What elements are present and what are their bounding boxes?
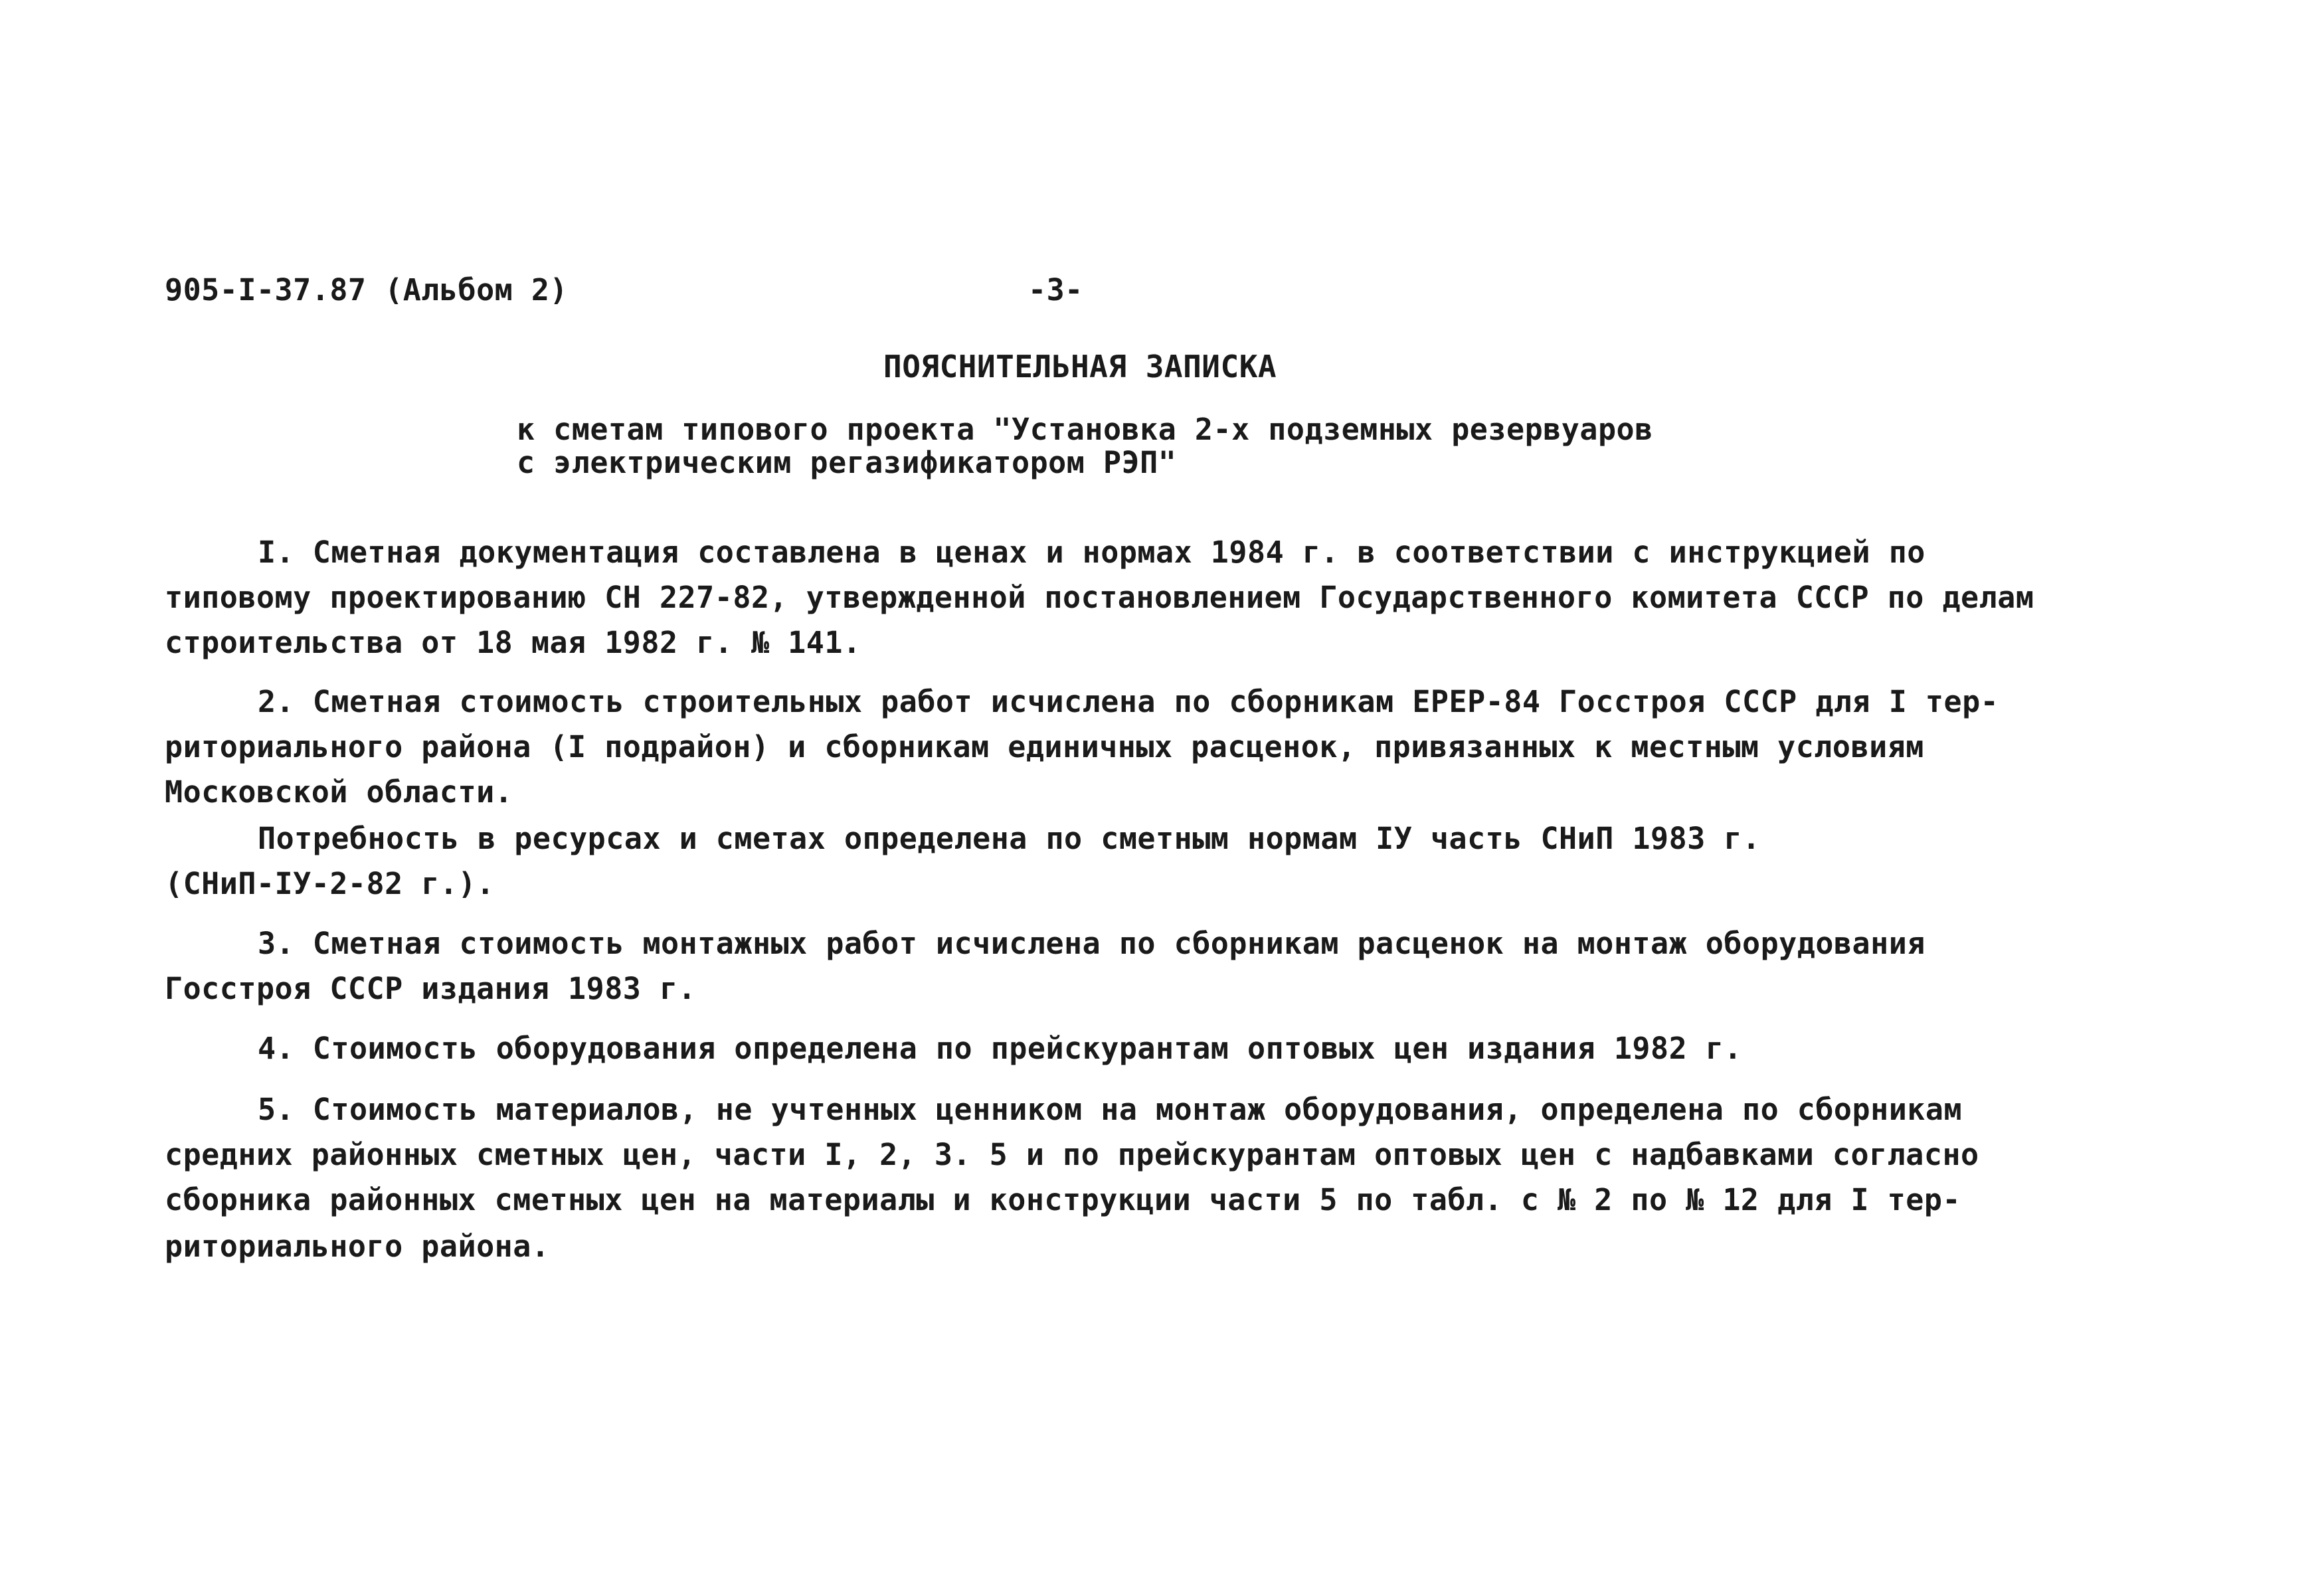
paragraph-4-line: 4. Стоимость оборудования определена по прейскурантам оптовых цен издания 1982 г.: [258, 1031, 1742, 1066]
paragraph-2-line: риториального района (I подрайон) и сборникам единичных расценок, привязанных к местным условиям: [165, 729, 1924, 764]
document-title: ПОЯСНИТЕЛЬНАЯ ЗАПИСКА: [883, 349, 1277, 385]
document-subtitle: [517, 413, 1653, 480]
paragraph-3-line: 3. Сметная стоимость монтажных работ исчислена по сборникам расценок на монтаж оборудования: [258, 926, 1925, 961]
paragraph-5-line: сборника районных сметных цен на материалы и конструкции части 5 по табл. с № 2 по № 12 для I тер-: [165, 1182, 1961, 1217]
paragraph-3-line: Госстроя СССР издания 1983 г.: [165, 971, 697, 1006]
paragraph-2-line: Потребность в ресурсах и сметах определена по сметным нормам IУ часть СНиП 1983 г.: [258, 821, 1761, 856]
paragraph-1-line: типовому проектированию СН 227-82, утвержденной постановлением Государственного комитета СССР по делам: [165, 580, 2034, 615]
paragraph-1-line: I. Сметная документация составлена в ценах и нормах 1984 г. в соответствии с инструкцией по: [258, 535, 1925, 570]
paragraph-5-line: 5. Стоимость материалов, не учтенных ценником на монтаж оборудования, определена по сборникам: [258, 1092, 1963, 1127]
paragraph-5-line: средних районных сметных цен, части I, 2, 3. 5 и по прейскурантам оптовых цен с надбавками согласно: [165, 1137, 1979, 1172]
subtitle-line: к сметам типового проекта "Установка 2-х подземных резервуаров: [517, 412, 1653, 447]
paragraph-5-line: риториального района.: [165, 1229, 550, 1264]
page-number: -3-: [1028, 272, 1083, 308]
subtitle-line: с электрическим регазификатором РЭП": [517, 445, 1177, 480]
paragraph-2-line: 2. Сметная стоимость строительных работ исчислена по сборникам ЕРЕР-84 Госстроя СССР для I тер-: [258, 684, 1999, 719]
paragraph-1-line: строительства от 18 мая 1982 г. № 141.: [165, 625, 861, 660]
paragraph-2-line: Московской области.: [165, 774, 513, 810]
document-code: 905-I-37.87 (Альбом 2): [165, 272, 569, 308]
paragraph-2-line: (СНиП-IУ-2-82 г.).: [165, 866, 495, 901]
